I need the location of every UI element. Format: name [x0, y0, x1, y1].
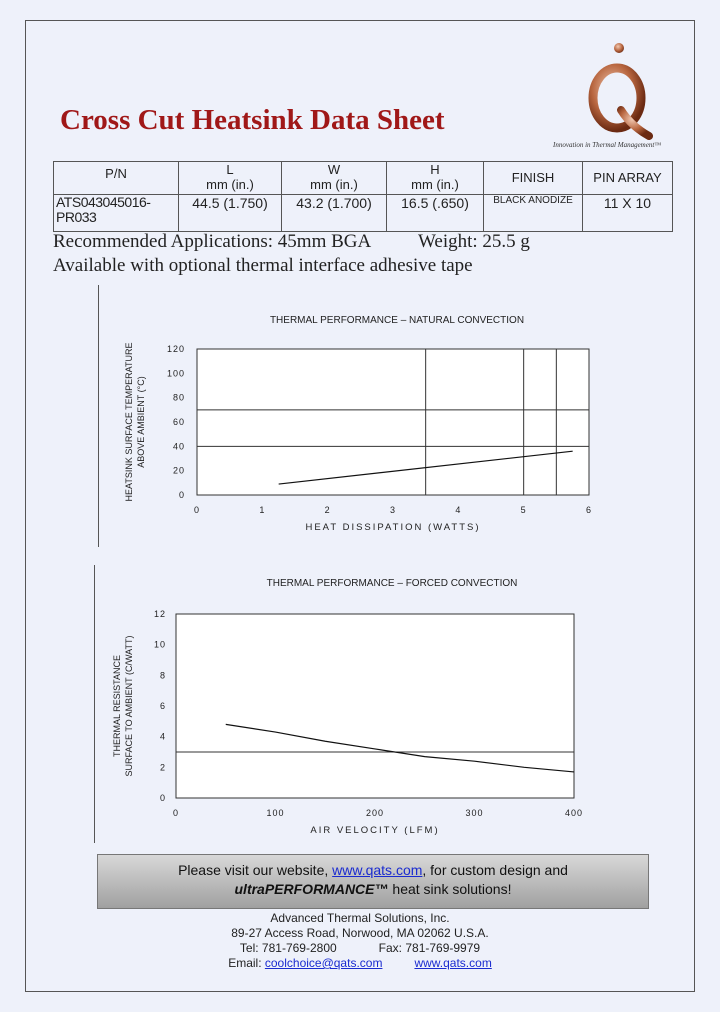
y-tick-label: 60	[172, 417, 185, 427]
email-label: Email:	[228, 956, 265, 970]
x-tick-label: 6	[585, 505, 593, 515]
width-header: W mm (in.)	[282, 162, 387, 195]
y-axis-label: HEATSINK SURFACE TEMPERATURE	[124, 342, 134, 502]
finish-header: FINISH	[484, 162, 583, 195]
x-tick-label: 100	[266, 808, 285, 818]
x-tick-label: 0	[172, 808, 180, 818]
weight: Weight: 25.5 g	[418, 231, 530, 252]
email-line	[0, 956, 720, 971]
y-tick-label: 4	[159, 731, 166, 742]
address: 89-27 Access Road, Norwood, MA 02062 U.S.A.	[231, 926, 489, 940]
banner-text: , for custom design and	[422, 862, 568, 878]
fax: Fax: 781-769-9979	[378, 941, 481, 955]
page-title: Cross Cut Heatsink Data Sheet	[60, 104, 445, 136]
y-axis-label: SURFACE TO AMBIENT (C/WATT)	[124, 635, 134, 777]
y-tick-label: 120	[166, 344, 185, 354]
x-axis-label: HEAT DISSIPATION (WATTS)	[305, 522, 481, 533]
y-tick-label: 12	[153, 609, 166, 619]
pn-header: P/N	[54, 162, 179, 195]
chart-title: THERMAL PERFORMANCE – FORCED CONVECTION	[266, 578, 518, 589]
y-tick-label: 80	[172, 392, 185, 403]
finish-value: BLACK ANODIZE	[484, 195, 583, 232]
length-value: 44.5 (1.750)	[179, 195, 282, 232]
x-tick-label: 2	[324, 505, 331, 515]
y-tick-label: 0	[178, 490, 185, 500]
y-tick-label: 2	[159, 762, 166, 773]
banner-text: heat sink solutions!	[388, 881, 512, 897]
pin-array-value: 11 X 10	[583, 195, 673, 232]
footer-website-link[interactable]: www.qats.com	[414, 956, 492, 970]
website-banner	[97, 854, 649, 909]
y-axis-label: THERMAL RESISTANCE	[112, 654, 122, 758]
banner-text: Please visit our website,	[178, 862, 333, 878]
phone-line	[0, 941, 720, 956]
banner-line-1	[98, 861, 648, 880]
y-tick-label: 100	[166, 368, 185, 379]
chart-title: THERMAL PERFORMANCE – NATURAL CONVECTION	[269, 315, 525, 326]
plot-area	[197, 349, 589, 495]
company-name: Advanced Thermal Solutions, Inc.	[270, 911, 450, 925]
x-tick-label: 400	[564, 808, 584, 818]
website-link[interactable]: www.qats.com	[332, 862, 423, 878]
x-tick-label: 5	[520, 505, 527, 515]
x-tick-label: 300	[465, 808, 484, 818]
pn-value: ATS043045016-PR033	[54, 195, 179, 232]
height-header: H mm (in.)	[387, 162, 484, 195]
natural-convection-chart	[124, 315, 592, 533]
x-tick-label: 4	[455, 505, 462, 515]
x-tick-label: 0	[193, 505, 201, 515]
brand-name: ultraPERFORMANCE™	[234, 881, 389, 897]
banner-line-2	[98, 880, 648, 899]
forced-convection-chart	[112, 578, 583, 836]
y-tick-label: 0	[159, 793, 166, 803]
y-tick-label: 20	[172, 465, 185, 476]
length-header: L mm (in.)	[179, 162, 282, 195]
y-tick-label: 8	[159, 670, 166, 681]
y-tick-label: 40	[172, 441, 185, 452]
width-value: 43.2 (1.700)	[282, 195, 387, 232]
height-value: 16.5 (.650)	[387, 195, 484, 232]
x-tick-label: 200	[365, 808, 385, 818]
x-tick-label: 1	[259, 505, 266, 515]
recommended-applications: Recommended Applications: 45mm BGA	[53, 231, 372, 252]
tagline: Innovation in Thermal Management™	[553, 141, 662, 149]
email-link[interactable]: coolchoice@qats.com	[264, 956, 383, 970]
telephone: Tel: 781-769-2800	[239, 941, 337, 955]
optional-tape-note: Available with optional thermal interface adhesive tape	[53, 255, 473, 276]
plot-area	[176, 614, 574, 798]
x-axis-label: AIR VELOCITY (LFM)	[310, 825, 440, 836]
y-tick-label: 6	[159, 701, 166, 711]
contact-footer	[0, 911, 720, 971]
y-tick-label: 10	[153, 639, 166, 650]
pin-array-header: PIN ARRAY	[583, 162, 673, 195]
y-axis-label: ABOVE AMBIENT (°C)	[136, 376, 146, 468]
x-tick-label: 3	[389, 505, 397, 515]
